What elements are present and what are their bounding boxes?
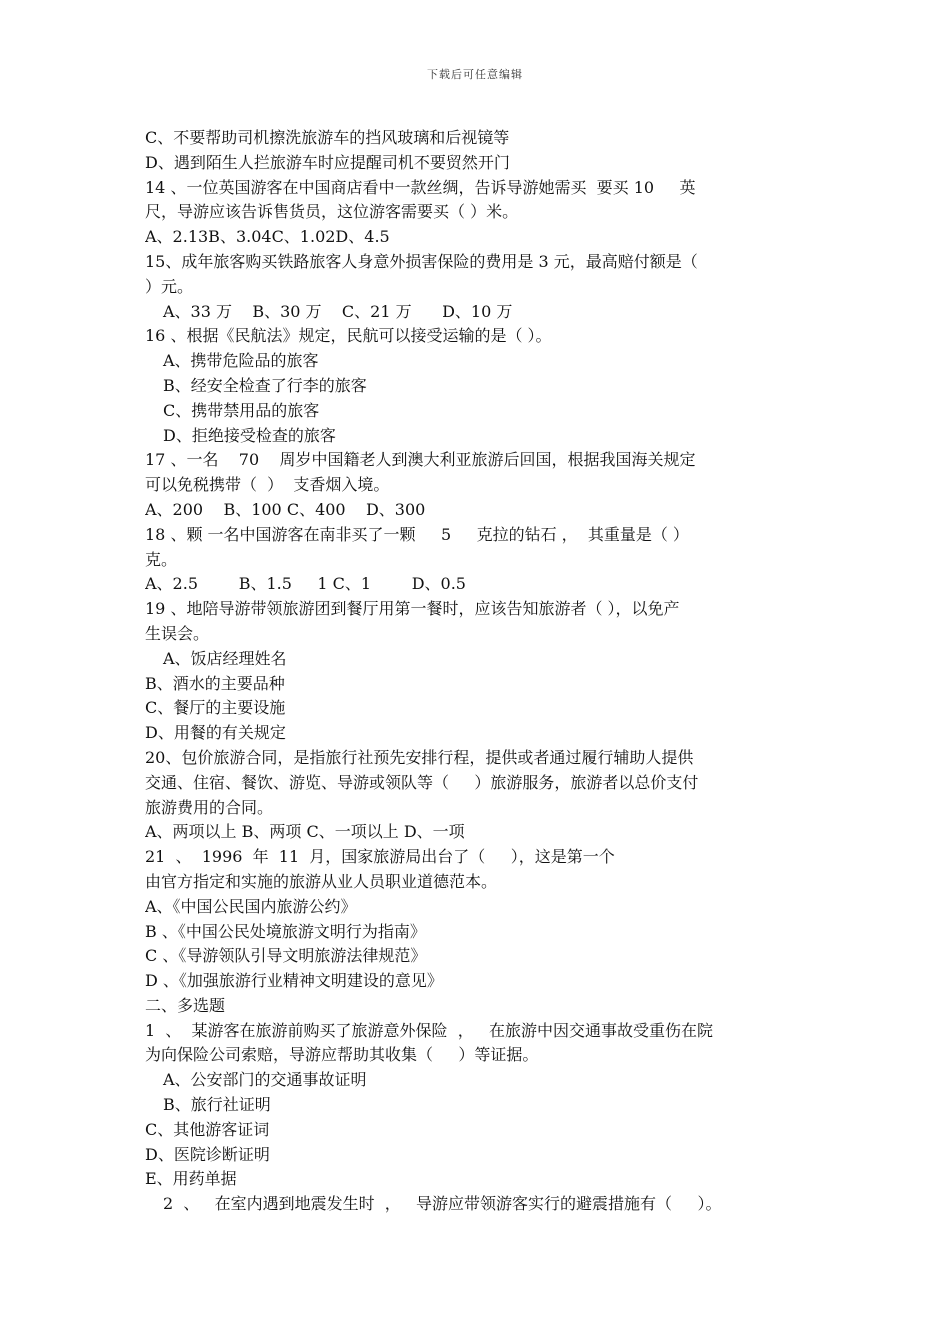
text-line: D、拒绝接受检查的旅客 xyxy=(163,425,336,445)
text-line: 19 、地陪导游带领旅游团到餐厅用第一餐时，应该告知旅游者（ ），以免产 xyxy=(145,599,680,619)
text-line: 由官方指定和实施的旅游从业人员职业道德范本。 xyxy=(145,871,498,891)
text-line: 15、成年旅客购买铁路旅客人身意外损害保险的费用是 3 元，最高赔付额是（ xyxy=(145,251,698,271)
text-line: 尺，导游应该告诉售货员，这位游客需要买（ ）米。 xyxy=(145,202,519,222)
text-line: 16 、根据《民航法》规定，民航可以接受运输的是（ ）。 xyxy=(145,326,552,346)
text-line: A、2.5 B、1.5 1 C、1 D、0.5 xyxy=(145,574,466,594)
text-line: A、《中国公民国内旅游公约》 xyxy=(145,896,357,916)
text-line: 2 、 在室内遇到地震发生时 ， 导游应带领游客实行的避震措施有（ ）。 xyxy=(163,1194,722,1214)
text-line: A、携带危险品的旅客 xyxy=(163,351,319,371)
text-line: 21 、 1996 年 11 月，国家旅游局出台了（ ），这是第一个 xyxy=(145,847,615,867)
text-line: E、用药单据 xyxy=(145,1169,237,1189)
text-line: 1 、 某游客在旅游前购买了旅游意外保险 ， 在旅游中因交通事故受重伤在院 xyxy=(145,1020,713,1040)
text-line: A、33 万 B、30 万 C、21 万 D、10 万 xyxy=(163,301,513,321)
text-line: D、遇到陌生人拦旅游车时应提醒司机不要贸然开门 xyxy=(145,152,510,172)
document-body xyxy=(145,126,813,1217)
text-line: A、2.13B、3.04C、1.02D、4.5 xyxy=(145,227,390,247)
text-line: D、医院诊断证明 xyxy=(145,1144,270,1164)
text-line: 14 、一位英国游客在中国商店看中一款丝绸，告诉导游她需买 要买 10 英 xyxy=(145,177,696,197)
page-header: 下载后可任意编辑 xyxy=(427,68,523,81)
text-line: A、两项以上 B、两项 C、一项以上 D、一项 xyxy=(145,822,465,842)
text-line: D、用餐的有关规定 xyxy=(145,723,286,743)
text-line: C、餐厅的主要设施 xyxy=(145,698,286,718)
text-line: 交通、住宿、餐饮、游览、导游或领队等（ ）旅游服务，旅游者以总价支付 xyxy=(145,772,699,792)
text-line: B、旅行社证明 xyxy=(163,1095,271,1115)
text-line: 为向保险公司索赔，导游应帮助其收集（ ）等证据。 xyxy=(145,1045,539,1065)
text-line: 二、多选题 xyxy=(145,995,226,1015)
text-line: 可以免税携带（ ） 支香烟入境。 xyxy=(145,475,390,495)
text-line: ）元。 xyxy=(145,276,194,296)
text-line: 17 、一名 70 周岁中国籍老人到澳大利亚旅游后回国，根据我国海关规定 xyxy=(145,450,696,470)
text-line: 旅游费用的合同。 xyxy=(145,797,274,817)
text-line: A、饭店经理姓名 xyxy=(163,648,287,668)
text-line: 生误会。 xyxy=(145,623,210,643)
text-line: 克。 xyxy=(145,549,178,569)
text-line: 18 、颗 一名中国游客在南非买了一颗 5 克拉的钻石 ， 其重量是（ ） xyxy=(145,524,689,544)
text-line: C、不要帮助司机擦洗旅游车的挡风玻璃和后视镜等 xyxy=(145,128,510,147)
text-line: C、携带禁用品的旅客 xyxy=(163,400,320,420)
text-line: C、其他游客证词 xyxy=(145,1119,270,1139)
text-line: B、酒水的主要品种 xyxy=(145,673,285,693)
text-line: C 、《导游领队引导文明旅游法律规范》 xyxy=(145,946,427,966)
text-line: A、200 B、100 C、400 D、300 xyxy=(145,499,426,519)
text-line: 20、包价旅游合同，是指旅行社预先安排行程，提供或者通过履行辅助人提供 xyxy=(145,747,694,767)
text-line: D 、《加强旅游行业精神文明建设的意见》 xyxy=(145,971,443,991)
text-line: B 、《中国公民处境旅游文明行为指南》 xyxy=(145,921,426,941)
text-line: A、公安部门的交通事故证明 xyxy=(163,1070,367,1090)
text-line: B、经安全检查了行李的旅客 xyxy=(163,375,367,395)
